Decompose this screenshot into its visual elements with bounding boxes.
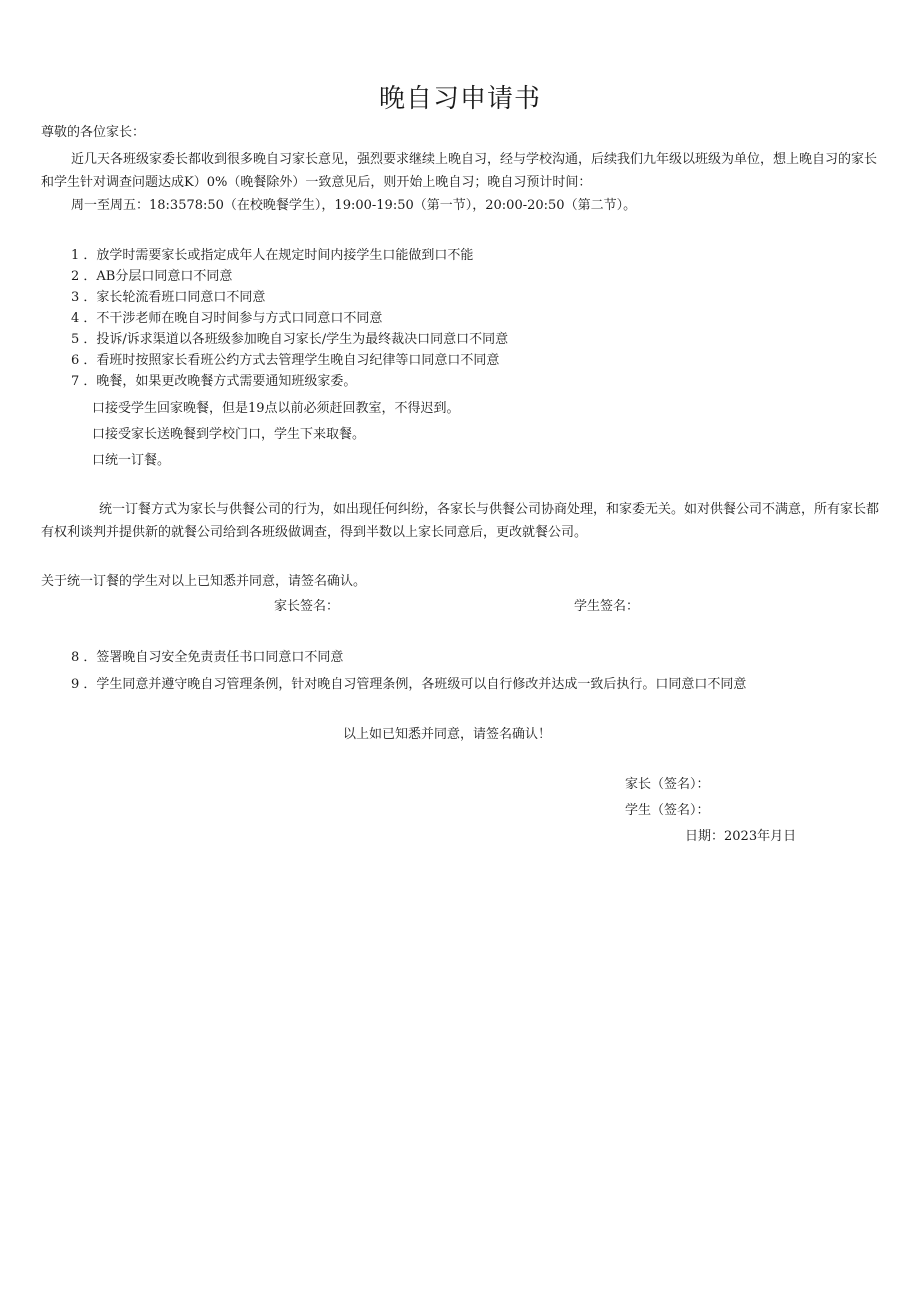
list-item-7: 7 ．晚餐，如果更改晚餐方式需要通知班级家委。 <box>71 374 357 389</box>
final-student-signature: 学生（签名）： <box>625 803 710 818</box>
date-line: 日期：2023年月日 <box>685 829 797 844</box>
meal-option-home: 口接受学生回家晚餐，但是19点以前必须赶回教室，不得迟到。 <box>92 401 460 416</box>
list-item-5: 5 ．投诉/诉求渠道以各班级参加晚自习家长/学生为最终裁决口同意口不同意 <box>71 332 509 347</box>
final-ack: 以上如已知悉并同意，请签名确认！ <box>343 727 552 742</box>
catering-ack: 关于统一订餐的学生对以上已知悉并同意，请签名确认。 <box>41 574 367 589</box>
list-item-4: 4 ．不干涉老师在晚自习时间参与方式口同意口不同意 <box>71 311 383 326</box>
greeting: 尊敬的各位家长： <box>41 125 146 140</box>
intro-paragraph: 近几天各班级家委长都收到很多晚自习家长意见，强烈要求继续上晚自习，经与学校沟通，后续我们九年级以班级为单位，想上晚自习的家长和学生针对调查问题达成K）0%（晚餐除外）一致意见后，则开始上晚自习；晚自习预计时间： <box>41 152 878 190</box>
meal-option-unified: 口统一订餐。 <box>92 453 171 468</box>
student-signature-label: 学生签名： <box>574 599 640 614</box>
parent-signature-label: 家长签名： <box>274 599 340 614</box>
list-item-1: 1 ．放学时需要家长或指定成年人在规定时间内接学生口能做到口不能 <box>71 248 474 263</box>
list-item-2: 2 ．AB分层口同意口不同意 <box>71 269 233 284</box>
list-item-8: 8 ．签署晚自习安全免责责任书口同意口不同意 <box>71 650 344 665</box>
list-item-9: 9 ．学生同意并遵守晚自习管理条例，针对晚自习管理条例，各班级可以自行修改并达成一致后执行。口同意口不同意 <box>71 677 747 692</box>
catering-note: 统一订餐方式为家长与供餐公司的行为，如出现任何纠纷，各家长与供餐公司协商处理，和家委无关。如对供餐公司不满意，所有家长都有权利谈判并提供新的就餐公司给到各班级做调查，得到半数以上家长同意后，更改就餐公司。 <box>41 502 880 540</box>
final-parent-signature: 家长（签名）： <box>625 777 710 792</box>
list-item-6: 6 ．看班时按照家长看班公约方式去管理学生晚自习纪律等口同意口不同意 <box>71 353 500 368</box>
page-title: 晚自习申请书 <box>378 84 541 114</box>
schedule-line: 周一至周五：18:3578:50（在校晚餐学生），19:00-19:50（第一节），20:00-20:50（第二节）。 <box>71 198 637 213</box>
list-item-3: 3 ．家长轮流看班口同意口不同意 <box>71 290 266 305</box>
meal-option-delivery: 口接受家长送晚餐到学校门口，学生下来取餐。 <box>92 427 366 442</box>
